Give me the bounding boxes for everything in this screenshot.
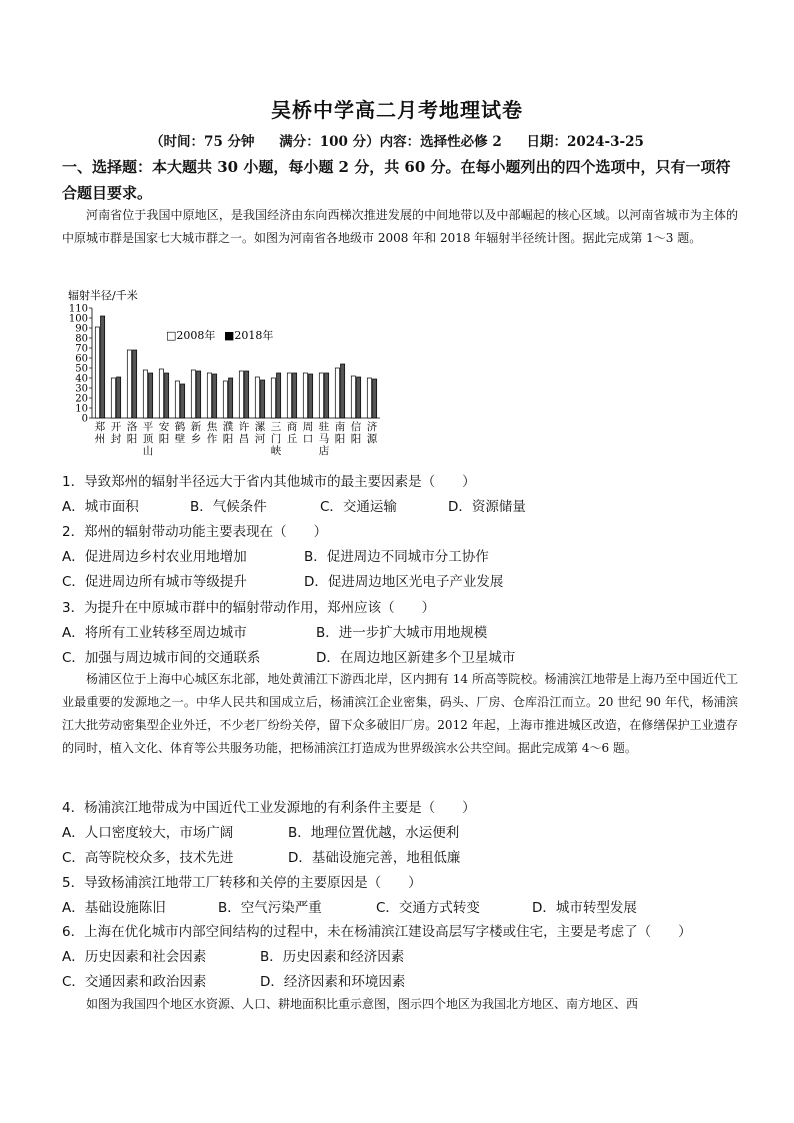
x-tick-label-开封: 封	[110, 433, 122, 445]
y-tick-label: 80	[75, 333, 88, 345]
q2-option-b[interactable]: B．促进周边不同城市分工协作	[304, 549, 489, 565]
question-2: 2．郑州的辐射带动功能主要表现在（ ）	[62, 524, 328, 540]
x-tick-label-三门峡: 门	[270, 433, 282, 445]
bar-2018年-济源	[373, 379, 377, 418]
q2-option-a[interactable]: A．促进周边乡村农业用地增加	[62, 549, 247, 565]
q5-option-c[interactable]: C．交通方式转变	[376, 900, 480, 916]
bar-2008年-郑州	[95, 327, 99, 418]
x-tick-label-济源: 济	[366, 421, 378, 433]
exam-score: 满分：100 分）内容：选择性必修 2	[279, 134, 502, 150]
q3-option-a[interactable]: A．将所有工业转移至周边城市	[62, 625, 247, 641]
bar-2008年-鹤壁	[175, 381, 179, 418]
bar-2008年-商丘	[287, 373, 291, 418]
question-5: 5．导致杨浦滨江地带工厂转移和关停的主要原因是（ ）	[62, 875, 422, 891]
y-tick-label: 110	[68, 303, 88, 315]
y-tick-label: 50	[75, 363, 88, 375]
y-tick-label: 70	[75, 343, 88, 355]
bar-2018年-郑州	[101, 316, 105, 418]
exam-date: 日期：2024-3-25	[526, 134, 644, 150]
q5-option-a[interactable]: A．基础设施陈旧	[62, 900, 166, 916]
x-tick-label-许昌: 昌	[238, 433, 250, 445]
legend-2008: □2008年	[166, 329, 216, 342]
bar-2008年-平顶山	[143, 370, 147, 418]
y-tick-label: 0	[81, 413, 88, 425]
q4-option-a[interactable]: A．人口密度较大，市场广阔	[62, 825, 234, 841]
x-tick-label-三门峡: 峡	[270, 445, 282, 457]
section-heading: 一、选择题：本大题共 30 小题，每小题 2 分，共 60 分。在每小题列出的四个选项中，只有一项符合题目要求。	[62, 158, 731, 202]
bar-2018年-信阳	[357, 377, 361, 418]
q6-option-b[interactable]: B．历史因素和经济因素	[260, 949, 405, 965]
bar-2018年-安阳	[165, 373, 169, 418]
y-tick-label: 90	[75, 323, 88, 335]
x-tick-label-开封: 开	[110, 421, 122, 433]
bar-2008年-焦作	[207, 373, 211, 418]
y-tick-label: 10	[75, 403, 88, 415]
q1-option-a[interactable]: A．城市面积	[62, 499, 139, 515]
x-tick-label-周口: 口	[302, 433, 314, 445]
bar-2008年-许昌	[239, 371, 243, 418]
y-tick-label: 30	[75, 383, 88, 395]
x-tick-label-平顶山: 山	[142, 445, 154, 457]
exam-subtitle	[0, 130, 794, 150]
bar-2018年-濮阳	[229, 378, 233, 418]
x-tick-label-焦作: 作	[206, 433, 218, 445]
x-tick-label-驻马店: 店	[318, 445, 330, 457]
question-3: 3．为提升在中原城市群中的辐射带动作用，郑州应该（ ）	[62, 600, 436, 616]
bar-2008年-漯河	[255, 377, 259, 418]
legend-2018: ■2018年	[224, 329, 274, 342]
bar-2008年-洛阳	[127, 350, 131, 418]
bar-2018年-许昌	[245, 371, 249, 418]
x-tick-label-漯河: 河	[254, 433, 266, 445]
question-4: 4．杨浦滨江地带成为中国近代工业发源地的有利条件主要是（ ）	[62, 800, 476, 816]
bar-2008年-新乡	[191, 370, 195, 418]
bar-2018年-洛阳	[133, 350, 137, 418]
x-tick-label-濮阳: 阳	[222, 433, 234, 445]
exam-time: （时间：75 分钟	[150, 134, 255, 150]
q4-option-b[interactable]: B．地理位置优越，水运便利	[288, 825, 460, 841]
passage-regions-text: 如图为我国四个地区水资源、人口、耕地面积比重示意图，图示四个地区为我国北方地区、南方地区、西	[86, 997, 639, 1011]
q1-option-c[interactable]: C．交通运输	[320, 499, 397, 515]
x-tick-label-周口: 周	[302, 421, 314, 433]
bar-2018年-三门峡	[277, 373, 281, 418]
q4-option-c[interactable]: C．高等院校众多，技术先进	[62, 850, 234, 866]
bar-2018年-平顶山	[149, 373, 153, 418]
bar-2018年-南阳	[341, 364, 345, 418]
x-tick-label-焦作: 焦	[206, 421, 218, 433]
q3-option-d[interactable]: D．在周边地区新建多个卫星城市	[316, 650, 516, 666]
chart-svg	[66, 288, 396, 457]
x-tick-label-鹤壁: 壁	[174, 433, 186, 445]
x-tick-label-平顶山: 平	[142, 421, 154, 433]
bar-2008年-周口	[303, 373, 307, 418]
x-tick-label-洛阳: 洛	[126, 421, 138, 433]
bar-2008年-濮阳	[223, 381, 227, 418]
x-tick-label-漯河: 漯	[254, 421, 266, 433]
x-tick-label-南阳: 南	[334, 421, 346, 433]
q2-option-d[interactable]: D．促进周边地区光电子产业发展	[304, 574, 504, 590]
bar-2008年-信阳	[351, 376, 355, 418]
x-tick-label-信阳: 阳	[350, 433, 362, 445]
radiation-radius-chart	[66, 288, 396, 457]
x-tick-label-驻马店: 马	[318, 433, 330, 445]
q1-option-b[interactable]: B．气候条件	[190, 499, 267, 515]
y-tick-label: 100	[68, 313, 88, 325]
x-tick-label-新乡: 乡	[190, 433, 202, 445]
x-tick-label-安阳: 阳	[158, 433, 170, 445]
q1-option-d[interactable]: D．资源储量	[448, 499, 526, 515]
y-tick-label: 20	[75, 393, 88, 405]
q3-option-c[interactable]: C．加强与周边城市间的交通联系	[62, 650, 261, 666]
question-6: 6．上海在优化城市内部空间结构的过程中，未在杨浦滨江建设高层写字楼或住宅，主要是考虑了（ ）	[62, 924, 692, 940]
x-tick-label-濮阳: 濮	[222, 421, 234, 433]
passage-yangpu-text: 杨浦区位于上海中心城区东北部，地处黄浦江下游西北岸，区内拥有 14 所高等院校。杨浦滨江地带是上海乃至中国近代工业最重要的发源地之一。中华人民共和国成立后，杨浦滨江企业密集，码头、厂房、仓库沿江而立。20 世纪 90 年代，杨浦滨江大批劳动密集型企业外迁，不少老厂纷纷关停，留下众多破旧厂房。2012 年起，上海市推进城区改造，在修缮保护工业遗存的同时，植入文化、体育等公共服务功能，把杨浦滨江打造成为世界级滨水公共空间。据此完成第 4～6 题。	[62, 672, 738, 755]
bar-2008年-驻马店	[319, 373, 323, 418]
bar-2018年-商丘	[293, 373, 297, 418]
y-tick-label: 40	[75, 373, 88, 385]
bar-2018年-开封	[117, 377, 121, 418]
x-tick-label-新乡: 新	[190, 421, 202, 433]
x-axis-labels	[95, 420, 378, 457]
q6-option-d[interactable]: D．经济因素和环境因素	[260, 974, 406, 990]
q6-option-a[interactable]: A．历史因素和社会因素	[62, 949, 207, 965]
x-tick-label-商丘: 丘	[286, 433, 298, 445]
passage-yangpu	[62, 668, 738, 760]
x-tick-label-许昌: 许	[238, 421, 250, 433]
bar-2018年-新乡	[197, 371, 201, 418]
x-tick-label-鹤壁: 鹤	[174, 421, 186, 433]
q5-option-d[interactable]: D．城市转型发展	[532, 900, 637, 916]
x-tick-label-三门峡: 三	[270, 421, 282, 433]
bar-2018年-鹤壁	[181, 384, 185, 418]
x-tick-label-郑州: 郑	[94, 421, 106, 433]
bar-2008年-三门峡	[271, 378, 275, 418]
x-tick-label-南阳: 阳	[334, 433, 346, 445]
x-tick-label-郑州: 州	[94, 433, 106, 445]
passage-henan-text: 河南省位于我国中原地区，是我国经济由东向西梯次推进发展的中间地带以及中部崛起的核心区域。以河南省城市为主体的中原城市群是国家七大城市群之一。如图为河南省各地级市 2008 年和 2018 年辐射半径统计图。据此完成第 1～3 题。	[62, 208, 738, 245]
chart-ylabel: 辐射半径/千米	[68, 289, 138, 302]
y-tick-label: 60	[75, 353, 88, 365]
x-tick-label-平顶山: 顶	[142, 433, 154, 445]
q3-option-b[interactable]: B．进一步扩大城市用地规模	[316, 625, 488, 641]
bar-2008年-济源	[367, 378, 371, 418]
q5-option-b[interactable]: B．空气污染严重	[218, 900, 322, 916]
exam-title: 吴桥中学高二月考地理试卷	[271, 98, 523, 122]
bar-2008年-开封	[111, 378, 115, 418]
chart-legend	[166, 328, 273, 342]
passage-regions	[62, 993, 738, 1016]
x-tick-label-济源: 源	[366, 433, 378, 445]
bar-2008年-安阳	[159, 369, 163, 418]
bar-2018年-漯河	[261, 380, 265, 418]
x-tick-label-洛阳: 阳	[126, 433, 138, 445]
passage-henan	[62, 204, 738, 250]
bar-2008年-南阳	[335, 368, 339, 418]
bar-2018年-周口	[309, 374, 313, 418]
bar-2018年-驻马店	[325, 373, 329, 418]
q4-option-d[interactable]: D．基础设施完善，地租低廉	[288, 850, 461, 866]
x-tick-label-驻马店: 驻	[318, 421, 330, 433]
bar-2018年-焦作	[213, 374, 217, 418]
x-tick-label-商丘: 商	[286, 421, 298, 433]
q6-option-c[interactable]: C．交通因素和政治因素	[62, 974, 207, 990]
q2-option-c[interactable]: C．促进周边所有城市等级提升	[62, 574, 247, 590]
x-tick-label-安阳: 安	[158, 421, 170, 433]
x-tick-label-信阳: 信	[350, 421, 362, 433]
question-1: 1．导致郑州的辐射半径远大于省内其他城市的最主要因素是（ ）	[62, 474, 476, 490]
